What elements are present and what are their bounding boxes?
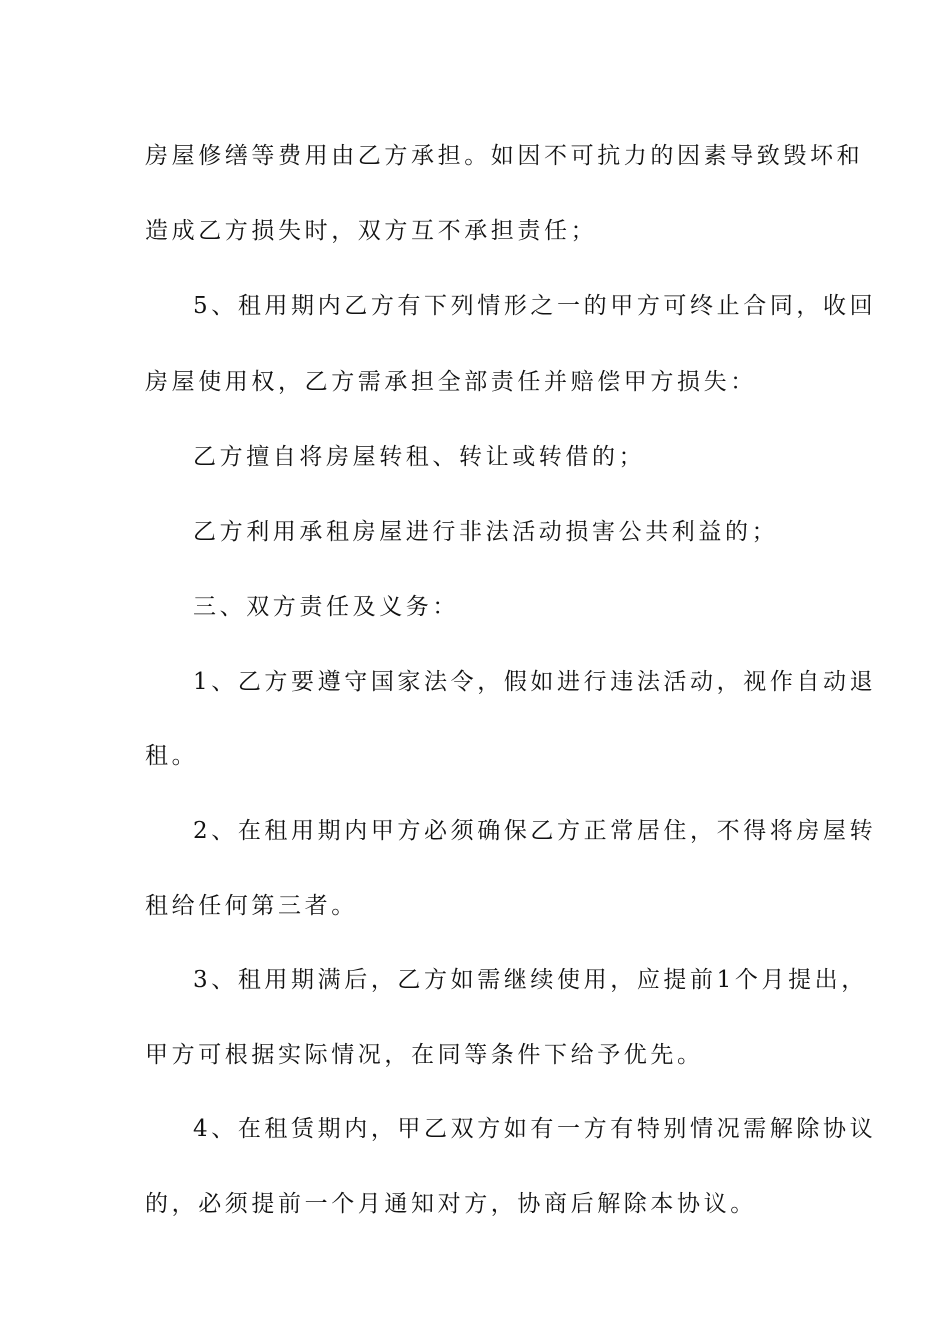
paragraph-line: 房屋使用权，乙方需承担全部责任并赔偿甲方损失： [145, 369, 757, 395]
paragraph-line: 租给任何第三者。 [145, 893, 358, 919]
section-heading: 三、双方责任及义务： [193, 594, 459, 620]
paragraph-line: 的，必须提前一个月通知对方，协商后解除本协议。 [145, 1191, 757, 1217]
paragraph-line: 房屋修缮等费用由乙方承担。如因不可抗力的因素导致毁坏和 [145, 143, 864, 169]
paragraph-line: 乙方擅自将房屋转租、转让或转借的； [193, 444, 646, 470]
paragraph-line: 租。 [145, 743, 199, 769]
paragraph-line: 4、在租赁期内，甲乙双方如有一方有特别情况需解除协议 [193, 1116, 877, 1142]
paragraph-line: 1、乙方要遵守国家法令，假如进行违法活动，视作自动退 [193, 669, 877, 695]
paragraph-line: 乙方利用承租房屋进行非法活动损害公共利益的； [193, 519, 779, 545]
paragraph-line: 2、在租用期内甲方必须确保乙方正常居住，不得将房屋转 [193, 818, 877, 844]
paragraph-line: 造成乙方损失时，双方互不承担责任； [145, 218, 598, 244]
paragraph-line: 甲方可根据实际情况，在同等条件下给予优先。 [145, 1042, 704, 1068]
paragraph-line: 5、租用期内乙方有下列情形之一的甲方可终止合同，收回 [193, 293, 877, 319]
paragraph-line: 3、租用期满后，乙方如需继续使用，应提前1个月提出， [193, 967, 868, 993]
